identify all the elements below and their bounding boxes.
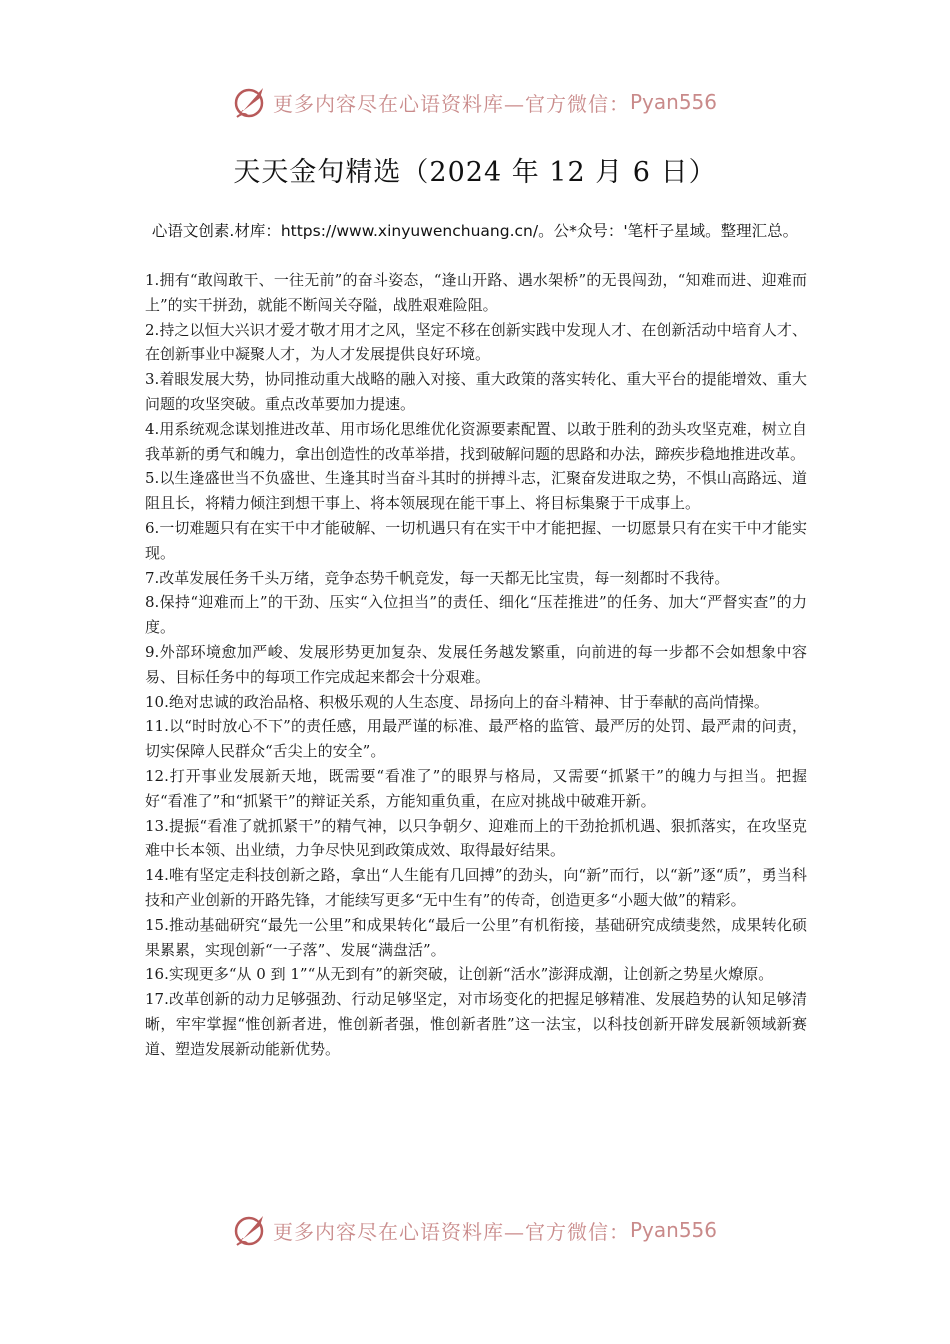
banner-text: 更多内容尽在心语资料库—官方微信： (272, 1219, 630, 1244)
list-item: 11.以“时时放心不下”的责任感，用最严谨的标准、最严格的监管、最严厉的处罚、最严肃的问责，切实保障人民群众“舌尖上的安全”。 (145, 717, 807, 761)
list-item: 1.拥有“敢闯敢干、一往无前”的奋斗姿态，“逢山开路、遇水架桥”的无畏闯劲，“知难而进、迎难而上”的实干拼劲，就能不断闯关夺隘，战胜艰难险阻。 (145, 271, 807, 314)
banner-contact: Pyan556 (629, 90, 717, 114)
header-banner (0, 80, 950, 124)
list-item: 9.外部环境愈加严峻、发展形势更加复杂、发展任务越发繁重，向前进的每一步都不会如想象中容易、目标任务中的每项工作完成起来都会十分艰难。 (145, 642, 807, 686)
list-item: 15.推动基础研究“最先一公里”和成果转化“最后一公里”有机衔接，基础研究成绩斐然，成果转化硕果累累，实现创新“一子落”、发展“满盘活”。 (145, 915, 807, 959)
list-item: 17.改革创新的动力足够强劲、行动足够坚定，对市场变化的把握足够精准、发展趋势的认知足够清晰，牢牢掌握“惟创新者进，惟创新者强，惟创新者胜”这一法宝，以科技创新开辟发展新领域新赛道、塑造发展新动能新优势。 (145, 990, 807, 1058)
quote-list (145, 268, 807, 1062)
quill-logo-icon (233, 1212, 269, 1248)
list-item: 2.持之以恒大兴识才爱才敬才用才之风，坚定不移在创新实践中发现人才、在创新活动中培育人才、在创新事业中凝聚人才，为人才发展提供良好环境。 (145, 320, 807, 364)
page-title: 天天金句精选（2024 年 12 月 6 日） (233, 157, 717, 188)
list-item: 6.一切难题只有在实干中才能破解、一切机遇只有在实干中才能把握、一切愿景只有在实干中才能实现。 (145, 518, 807, 562)
list-item: 10.绝对忠诚的政治品格、积极乐观的人生态度、昂扬向上的奋斗精神、甘于奉献的高尚情操。 (145, 692, 769, 711)
list-item: 7.改革发展任务千头万绪，竞争态势千帆竞发，每一天都无比宝贵，每一刻都时不我待。 (145, 568, 730, 587)
list-item: 13.提振“看准了就抓紧干”的精气神，以只争朝夕、迎难而上的干劲抢抓机遇、狠抓落实，在攻坚克难中长本领、出业绩，力争尽快见到政策成效、取得最好结果。 (145, 816, 807, 860)
footer-banner (0, 1208, 950, 1252)
list-item: 12.打开事业发展新天地，既需要“看准了”的眼界与格局，又需要“抓紧干”的魄力与担当。把握好“看准了”和“抓紧干”的辩证关系，方能知重负重，在应对挑战中破难开新。 (145, 766, 807, 810)
banner-text: 更多内容尽在心语资料库—官方微信： (272, 91, 630, 116)
list-item: 3.着眼发展大势，协同推动重大战略的融入对接、重大政策的落实转化、重大平台的提能增效、重大问题的攻坚突破。重点改革要加力提速。 (145, 370, 807, 413)
list-item: 5.以生逢盛世当不负盛世、生逢其时当奋斗其时的拼搏斗志，汇聚奋发进取之势，不惧山高路远、道阻且长，将精力倾注到想干事上、将本领展现在能干事上、将目标集聚于干成事上。 (145, 469, 807, 513)
quill-logo-icon (233, 84, 269, 120)
list-item: 16.实现更多“从 0 到 1”“从无到有”的新突破，让创新“活水”澎湃成潮，让创新之势星火燎原。 (145, 965, 774, 984)
banner-contact: Pyan556 (629, 1218, 717, 1242)
list-item: 14.唯有坚定走科技创新之路，拿出“人生能有几回搏”的劲头，向“新”而行，以“新”逐“质”，勇当科技和产业创新的开路先锋，才能续写更多“无中生有”的传奇，创造更多“小题大做”的精彩。 (145, 866, 807, 909)
source-note: 心语文创素.材库：https://www.xinyuwenchuang.cn/。公*众号：'笔杆子星域。整理汇总。 (151, 222, 799, 240)
list-item: 4.用系统观念谋划推进改革、用市场化思维优化资源要素配置、以敢于胜利的劲头攻坚克难，树立自我革新的勇气和魄力，拿出创造性的改革举措，找到破解问题的思路和办法，蹄疾步稳地推进改革。 (145, 419, 807, 463)
list-item: 8.保持“迎难而上”的干劲、压实“入位担当”的责任、细化“压茬推进”的任务、加大“严督实查”的力度。 (145, 593, 807, 637)
